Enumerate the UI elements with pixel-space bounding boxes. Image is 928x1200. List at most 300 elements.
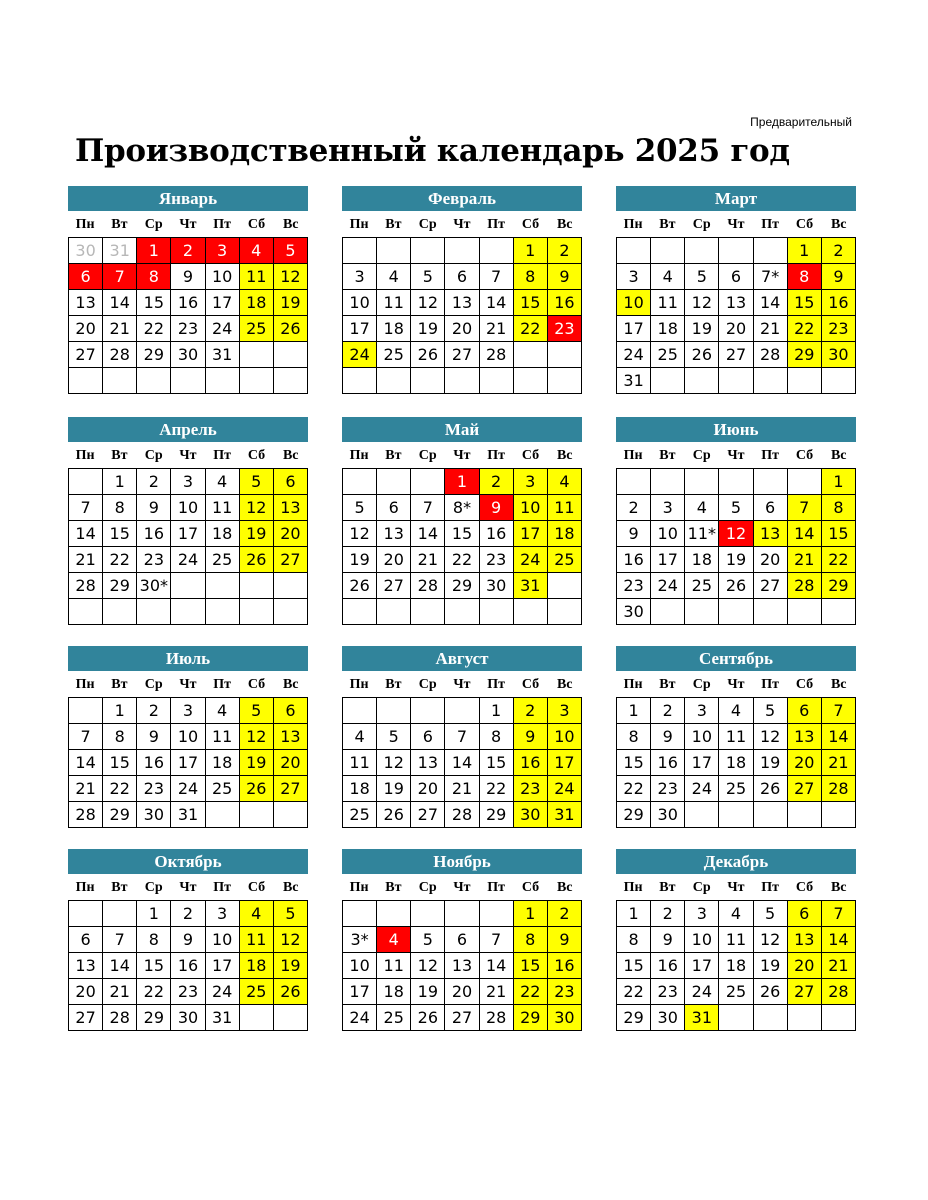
weekday-label: Вс [830,217,847,232]
weekend-cell: 12 [274,264,308,290]
day-cell: 13 [69,953,103,979]
week-row [617,573,856,599]
day-cell: 13 [411,750,445,776]
day-cell [411,698,445,724]
month-header: Январь [68,186,308,211]
weekday-label: Вс [556,677,573,692]
day-cell: 7 [411,495,445,521]
day-cell: 3 [651,495,685,521]
day-cell [548,599,582,625]
day-cell [617,238,651,264]
day-cell: 6 [754,495,788,521]
day-cell [719,599,753,625]
day-cell: 12 [343,521,377,547]
day-cell: 17 [206,290,240,316]
day-cell: 9 [171,927,205,953]
week-row [343,724,582,750]
week-row [69,469,308,495]
day-cell: 29 [480,802,514,828]
weekend-cell: 23 [514,776,548,802]
weekday-label: Пт [213,217,232,232]
weekend-cell: 2 [548,901,582,927]
weekend-cell: 6 [788,698,822,724]
weekend-cell: 10 [617,290,651,316]
week-row [69,802,308,828]
holiday-cell: 23 [548,316,582,342]
weekend-cell: 26 [274,979,308,1005]
day-cell: 17 [617,316,651,342]
day-cell: 7 [69,495,103,521]
week-row [617,316,856,342]
day-cell: 10 [343,953,377,979]
day-cell [240,802,274,828]
weekday-header-row [616,444,856,468]
weekday-label: Ср [692,448,711,463]
day-cell: 5 [377,724,411,750]
day-cell: 6 [445,927,479,953]
week-row [69,264,308,290]
week-row [69,927,308,953]
day-cell: 10 [171,724,205,750]
day-cell [514,599,548,625]
weekend-cell: 28 [822,776,856,802]
month-header: Июнь [616,417,856,442]
day-cell: 10 [685,927,719,953]
day-cell [754,1005,788,1031]
day-cell: 24 [171,776,205,802]
day-cell [171,599,205,625]
day-cell: 6 [719,264,753,290]
weekday-label: Пт [761,677,780,692]
week-row [617,495,856,521]
day-cell: 15 [137,290,171,316]
weekend-cell: 17 [548,750,582,776]
day-cell: 13 [719,290,753,316]
day-cell: 22 [480,776,514,802]
day-cell: 30* [137,573,171,599]
week-row [617,238,856,264]
day-cell [69,368,103,394]
weekend-cell: 21 [822,953,856,979]
day-cell: 22 [445,547,479,573]
weekend-cell: 21 [822,750,856,776]
holiday-cell: 7 [103,264,137,290]
week-row [617,750,856,776]
month-block [342,186,582,394]
weekday-label: Пт [761,217,780,232]
day-cell: 10 [206,264,240,290]
day-cell [754,368,788,394]
week-row [69,573,308,599]
day-cell: 8* [445,495,479,521]
day-cell: 9 [617,521,651,547]
day-cell: 24 [343,1005,377,1031]
day-cell [137,599,171,625]
month-days-table [342,900,582,1031]
weekday-label: Вс [282,448,299,463]
weekday-label: Чт [453,448,471,463]
holiday-cell: 2 [171,238,205,264]
week-row [343,750,582,776]
day-cell: 22 [617,776,651,802]
weekend-cell: 8 [822,495,856,521]
weekend-cell: 25 [240,316,274,342]
weekday-label: Пн [75,677,95,692]
weekday-label: Пн [349,217,369,232]
day-cell: 11 [651,290,685,316]
weekday-label: Ср [144,217,163,232]
weekday-label: Сб [795,217,814,232]
day-cell [240,1005,274,1031]
weekend-cell: 27 [788,979,822,1005]
week-row [69,901,308,927]
day-cell: 16 [171,953,205,979]
weekday-header-row [68,673,308,697]
day-cell: 14 [445,750,479,776]
month-days-table [68,697,308,828]
day-cell: 17 [651,547,685,573]
weekday-label: Пн [623,217,643,232]
day-cell: 18 [206,750,240,776]
week-row [69,698,308,724]
day-cell [685,368,719,394]
weekend-cell: 15 [788,290,822,316]
weekend-cell: 23 [822,316,856,342]
day-cell [548,342,582,368]
day-cell: 29 [617,802,651,828]
day-cell: 2 [137,698,171,724]
weekend-cell: 24 [514,547,548,573]
day-cell: 10 [685,724,719,750]
month-header: Октябрь [68,849,308,874]
day-cell [719,238,753,264]
day-cell [411,238,445,264]
weekend-cell: 18 [240,290,274,316]
day-cell [719,368,753,394]
day-cell [445,698,479,724]
day-cell: 7 [103,927,137,953]
day-cell: 5 [685,264,719,290]
week-row [343,316,582,342]
day-cell: 21 [103,316,137,342]
weekend-cell: 2 [822,238,856,264]
weekend-cell: 9 [514,724,548,750]
day-cell: 14 [480,953,514,979]
day-cell: 3 [171,698,205,724]
day-cell [651,238,685,264]
day-cell: 26 [685,342,719,368]
day-cell: 5 [411,264,445,290]
week-row [69,724,308,750]
weekend-cell: 20 [788,953,822,979]
day-cell: 7 [69,724,103,750]
day-cell [103,901,137,927]
week-row [69,599,308,625]
weekend-cell: 9 [822,264,856,290]
weekend-cell: 22 [788,316,822,342]
day-cell: 14 [103,290,137,316]
day-cell: 9 [651,724,685,750]
day-cell: 19 [411,979,445,1005]
week-row [617,1005,856,1031]
weekday-label: Пн [623,448,643,463]
day-cell: 28 [411,573,445,599]
day-cell: 29 [137,1005,171,1031]
weekday-label: Чт [179,880,197,895]
day-cell: 25 [206,547,240,573]
day-cell: 25 [206,776,240,802]
day-cell: 24 [685,979,719,1005]
day-cell: 9 [651,927,685,953]
day-cell: 28 [754,342,788,368]
weekday-label: Сб [247,880,266,895]
weekday-header-row [342,213,582,237]
weekend-cell: 15 [822,521,856,547]
weekend-cell: 3 [548,698,582,724]
weekend-cell: 22 [822,547,856,573]
day-cell: 29 [617,1005,651,1031]
day-cell: 20 [719,316,753,342]
day-cell: 17 [171,750,205,776]
day-cell: 15 [445,521,479,547]
weekend-cell: 24 [548,776,582,802]
weekend-cell: 30 [514,802,548,828]
day-cell: 9 [171,264,205,290]
day-cell [240,368,274,394]
day-cell: 23 [651,979,685,1005]
day-cell [274,802,308,828]
day-cell [103,599,137,625]
weekend-cell: 27 [274,776,308,802]
weekend-cell: 28 [822,979,856,1005]
month-days-table [616,900,856,1031]
week-row [343,776,582,802]
week-row [343,979,582,1005]
weekend-cell: 26 [274,316,308,342]
weekend-cell: 13 [754,521,788,547]
week-row [617,927,856,953]
weekend-cell: 18 [548,521,582,547]
day-cell: 6 [445,264,479,290]
day-cell [171,573,205,599]
day-cell [514,342,548,368]
weekday-label: Пн [349,677,369,692]
day-cell: 11 [719,724,753,750]
week-row [617,698,856,724]
weekday-label: Чт [727,880,745,895]
day-cell [548,573,582,599]
day-cell: 12 [411,290,445,316]
week-row [343,264,582,290]
weekend-cell: 11 [548,495,582,521]
day-cell [480,238,514,264]
day-cell: 24 [651,573,685,599]
week-row [617,342,856,368]
day-cell: 10 [343,290,377,316]
weekend-cell: 25 [548,547,582,573]
day-cell: 26 [411,1005,445,1031]
day-cell: 23 [617,573,651,599]
month-days-table [342,237,582,394]
day-cell: 28 [103,342,137,368]
day-cell: 28 [480,342,514,368]
day-cell: 19 [754,953,788,979]
day-cell: 4 [343,724,377,750]
week-row [617,724,856,750]
weekday-label: Сб [795,880,814,895]
day-cell [411,469,445,495]
day-cell: 7 [445,724,479,750]
week-row [69,290,308,316]
day-cell: 16 [617,547,651,573]
day-cell: 10 [171,495,205,521]
week-row [343,1005,582,1031]
weekday-label: Чт [179,448,197,463]
weekday-header-row [616,876,856,900]
day-cell: 11* [685,521,719,547]
weekday-label: Сб [521,217,540,232]
week-row [343,290,582,316]
day-cell: 25 [719,776,753,802]
weekend-cell: 16 [822,290,856,316]
weekday-label: Сб [521,880,540,895]
day-cell [274,342,308,368]
day-cell: 3 [206,901,240,927]
weekday-label: Вт [111,217,128,232]
day-cell [206,573,240,599]
day-cell [822,802,856,828]
day-cell: 2 [651,901,685,927]
day-cell [822,368,856,394]
day-cell [69,901,103,927]
day-cell: 28 [445,802,479,828]
day-cell: 2 [651,698,685,724]
holiday-cell: 6 [69,264,103,290]
day-cell: 27 [69,1005,103,1031]
day-cell [480,368,514,394]
week-row [69,953,308,979]
day-cell: 21 [69,547,103,573]
day-cell [445,901,479,927]
weekend-cell: 21 [788,547,822,573]
weekend-cell: 26 [240,776,274,802]
day-cell: 17 [685,750,719,776]
day-cell: 25 [685,573,719,599]
day-cell: 7 [480,264,514,290]
weekend-cell: 28 [788,573,822,599]
day-cell [685,238,719,264]
weekday-label: Сб [795,677,814,692]
week-row [343,802,582,828]
day-cell: 26 [719,573,753,599]
week-row [617,264,856,290]
weekday-header-row [342,444,582,468]
day-cell: 15 [103,521,137,547]
day-cell: 22 [137,979,171,1005]
weekend-cell: 15 [514,953,548,979]
weekday-label: Вт [111,677,128,692]
day-cell [240,599,274,625]
weekday-label: Пн [623,677,643,692]
preliminary-label: Предварительный [750,115,852,129]
day-cell: 19 [754,750,788,776]
day-cell [69,698,103,724]
day-cell: 8 [617,927,651,953]
day-cell: 23 [171,979,205,1005]
weekday-label: Вт [659,880,676,895]
day-cell: 20 [445,979,479,1005]
month-block [68,417,308,625]
day-cell: 11 [377,953,411,979]
weekday-header-row [68,213,308,237]
day-cell: 24 [206,316,240,342]
day-cell: 12 [754,724,788,750]
day-cell: 22 [103,547,137,573]
month-days-table [616,697,856,828]
day-cell: 8 [103,495,137,521]
month-days-table [616,237,856,394]
day-cell [754,802,788,828]
day-cell: 22 [137,316,171,342]
weekday-label: Пт [213,880,232,895]
day-cell: 25 [719,979,753,1005]
week-row [69,979,308,1005]
day-cell: 12 [685,290,719,316]
day-cell: 18 [377,979,411,1005]
weekend-cell: 8 [514,264,548,290]
day-cell: 25 [377,1005,411,1031]
day-cell: 11 [206,724,240,750]
day-cell: 21 [411,547,445,573]
weekday-label: Вс [830,448,847,463]
day-cell: 16 [651,750,685,776]
day-cell: 3 [685,698,719,724]
week-row [617,953,856,979]
day-cell: 10 [206,927,240,953]
holiday-cell: 9 [480,495,514,521]
day-cell: 13 [445,953,479,979]
day-cell [719,802,753,828]
day-cell [685,599,719,625]
day-cell [411,368,445,394]
day-cell [343,368,377,394]
day-cell [377,901,411,927]
day-cell: 5 [343,495,377,521]
weekday-label: Вс [556,880,573,895]
day-cell: 4 [651,264,685,290]
holiday-cell: 3 [206,238,240,264]
day-cell: 15 [137,953,171,979]
day-cell: 1 [137,901,171,927]
day-cell: 8 [617,724,651,750]
day-cell: 20 [377,547,411,573]
weekday-label: Вт [659,677,676,692]
weekday-label: Чт [453,677,471,692]
day-cell [377,599,411,625]
weekday-label: Ср [692,677,711,692]
month-days-table [342,697,582,828]
day-cell: 25 [343,802,377,828]
weekend-cell: 20 [274,521,308,547]
day-cell [343,599,377,625]
weekend-cell: 9 [548,264,582,290]
day-cell: 2 [171,901,205,927]
weekend-cell: 29 [822,573,856,599]
day-cell: 15 [617,953,651,979]
day-cell [788,469,822,495]
holiday-cell: 8 [137,264,171,290]
day-cell [719,469,753,495]
